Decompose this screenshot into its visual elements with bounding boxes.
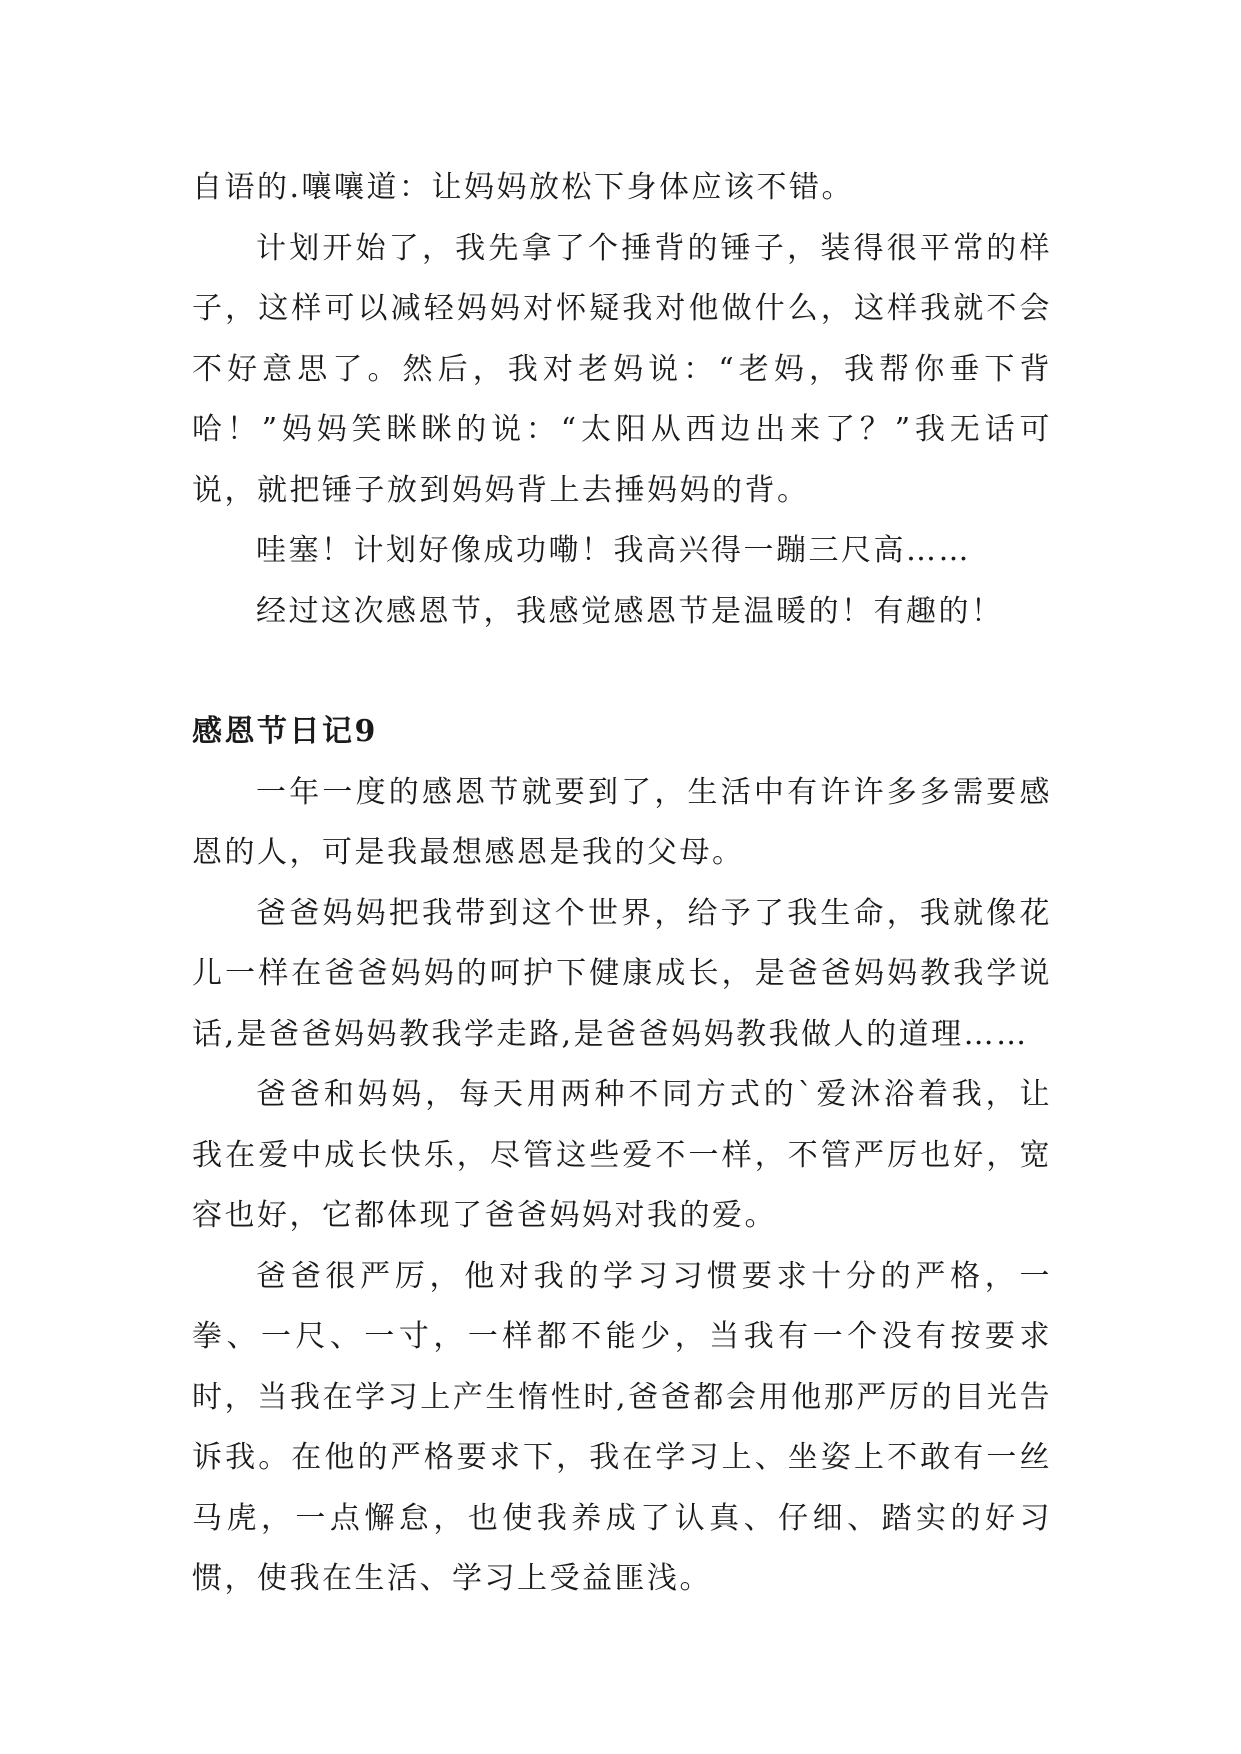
paragraph: 爸爸很严厉，他对我的学习习惯要求十分的严格，一拳、一尺、一寸，一样都不能少，当我有一个没有按要求时，当我在学习上产生惰性时,爸爸都会用他那严厉的目光告诉我。在他的严格要求下，我在学习上、坐姿上不敢有一丝马虎，一点懈怠，也使我养成了认真、仔细、踏实的好习惯，使我在生活、学习上受益匪浅。: [192, 1258, 1052, 1596]
paragraph: 一年一度的感恩节就要到了，生活中有许许多多需要感恩的人，可是我最想感恩是我的父母。: [192, 774, 1052, 870]
document-body: [192, 158, 1052, 1610]
paragraph: 计划开始了，我先拿了个捶背的锤子，装得很平常的样子，这样可以减轻妈妈对怀疑我对他做什么，这样我就不会不好意思了。然后，我对老妈说：“老妈，我帮你垂下背哈！”妈妈笑眯眯的说：“太阳从西边出来了？”我无话可说，就把锤子放到妈妈背上去捶妈妈的背。: [192, 230, 1052, 508]
paragraph-continuation: 自语的.嚷嚷道：让妈妈放松下身体应该不错。: [192, 170, 855, 205]
paragraph: 经过这次感恩节，我感觉感恩节是温暖的！有趣的！: [256, 593, 1004, 629]
paragraph: 爸爸妈妈把我带到这个世界，给予了我生命，我就像花儿一样在爸爸妈妈的呵护下健康成长，是爸爸妈妈教我学说话,是爸爸妈妈教我学走路,是爸爸妈妈教我做人的道理……: [192, 895, 1052, 1052]
paragraph: 哇塞！计划好像成功嘞！我高兴得一蹦三尺高……: [256, 533, 971, 568]
paragraph: 爸爸和妈妈，每天用两种不同方式的`爱沐浴着我，让我在爱中成长快乐，尽管这些爱不一样，不管严厉也好，宽容也好，它都体现了爸爸妈妈对我的爱。: [192, 1077, 1052, 1233]
section-title: 感恩节日记9: [192, 714, 378, 749]
